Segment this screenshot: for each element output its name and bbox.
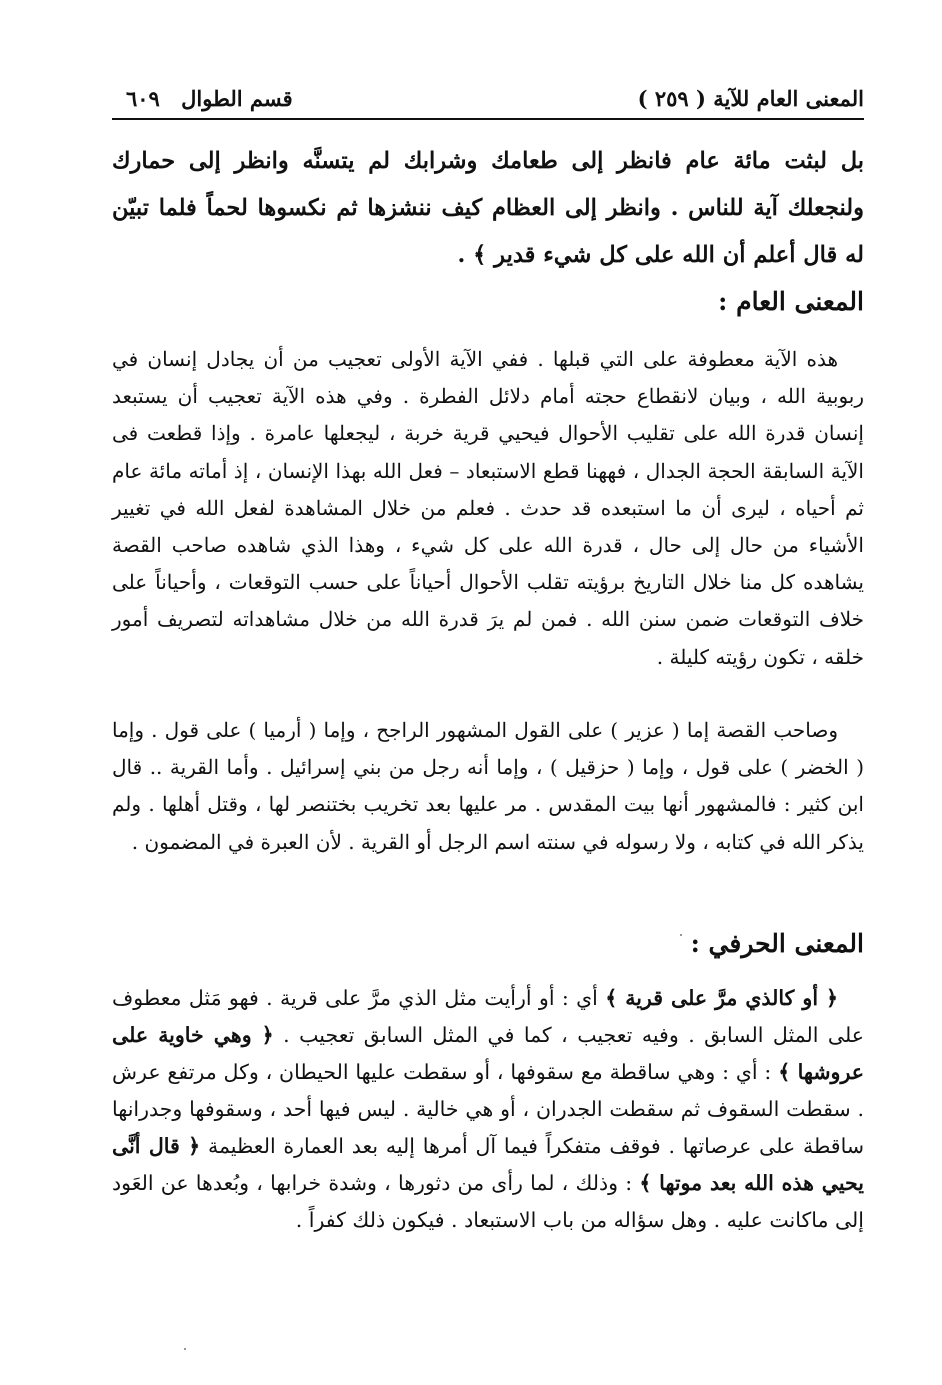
scan-speck <box>184 1348 186 1350</box>
chapter-title: المعنى العام للآية ( ٢٥٩ ) <box>637 86 864 111</box>
page-number: ٦٠٩ <box>126 86 160 111</box>
heading-general-meaning: المعنى العام : <box>718 287 864 316</box>
paragraph-literal <box>112 980 864 1239</box>
running-header <box>112 82 864 116</box>
heading-literal-meaning: المعنى الحرفي : <box>690 929 864 958</box>
scan-speck <box>680 934 682 936</box>
paragraph-general-2: وصاحب القصة إما ( عزير ) على القول المشهور الراجح ، وإما ( أرميا ) على قول . وإما ( الخضر ) على قول ، وإما ( حزقيل ) ، وإما أنه رجل من بني إسرائيل . وأما القرية .. قال ابن كثير : فالمشهور أنها بيت المقدس . مر عليها بعد تخريب بختنصر لها ، وقتل أهلها . ولم يذكر الله في كتابه ، ولا رسوله في سنته اسم الرجل أو القرية . لأن العبرة في المضمون . <box>112 718 864 854</box>
commentary-1: أي : أو أرأيت مثل الذي مرَّ على قرية . فهو مَثل معطوف على المثل السابق . وفيه تعجيب ، كما في المثل السابق تعجيب . <box>112 986 864 1047</box>
commentary-3: : وذلك ، لما رأى من دثورها ، وشدة خرابها ، وبُعدها عن العَود إلى ماكانت عليه . وهل سؤاله من باب الاستبعاد . فيكون ذلك كفراً . <box>112 1171 864 1232</box>
header-section-and-page <box>112 82 293 116</box>
quoted-verse-3: ﴿ قال أنَّى يحيي هذه الله بعد موتها ﴾ <box>112 1134 864 1195</box>
quoted-verse-2: ﴿ وهي خاوية على عروشها ﴾ <box>112 1023 864 1084</box>
quoted-verse-1: ﴿ أو كالذي مرَّ على قرية ﴾ <box>605 986 838 1010</box>
commentary-2: : أي : وهي ساقطة مع سقوفها ، أو سقطت عليها الحيطان ، وكل مرتفع عرش . سقطت السقوف ثم سقطت الجدران ، أو هي خالية . ليس فيها أحد ، وسقوفها وجدرانها ساقطة على عرصاتها . فوقف متفكراً فيما آل أمرها إليه بعد العمارة العظيمة <box>112 1060 865 1158</box>
verse-continuation: بل لبثت مائة عام فانظر إلى طعامك وشرابك لم يتسنَّه وانظر إلى حمارك ولنجعلك آية للناس . وانظر إلى العظام كيف ننشزها ثم نكسوها لحماً فلما تبيّن له قال أعلم أن الله على كل شيء قدير ﴾ . <box>112 148 864 268</box>
paragraph-general-1: هذه الآية معطوفة على التي قبلها . ففي الآية الأولى تعجيب من أن يجادل إنسان في ربوبية الله ، وبيان لانقطاع حجته أمام دلائل الفطرة . وفي هذه الآية تعجيب أن يستبعد إنسان قدرة الله على تقليب الأحوال فيحيي قرية خربة ، ليجعلها عامرة . وإذا قطعت فى الآية السابقة الحجة الجدال ، فهھنا قطع الاستبعاد – فعل الله بهذا الإنسان ، إذ أماته مائة عام ثم أحياه ، ليرى أن ما استبعده قد حدث . فعلم من خلال المشاهدة لفعل الله في تغيير الأشياء من حال إلى حال ، قدرة الله على كل شيء ، وهذا الذي شاهده صاحب القصة يشاهده كل منا خلال التاريخ برؤيته تقلب الأحوال أحياناً على حسب التوقعات ، وأحياناً على خلاف التوقعات ضمن سنن الله . فمن لم يرَ قدرة الله من خلال مشاهداته لتصريف أمور خلقه ، تكون رؤيته كليلة . <box>112 347 864 669</box>
header-divider <box>112 118 864 120</box>
section-name: قسم الطوال <box>181 86 293 111</box>
